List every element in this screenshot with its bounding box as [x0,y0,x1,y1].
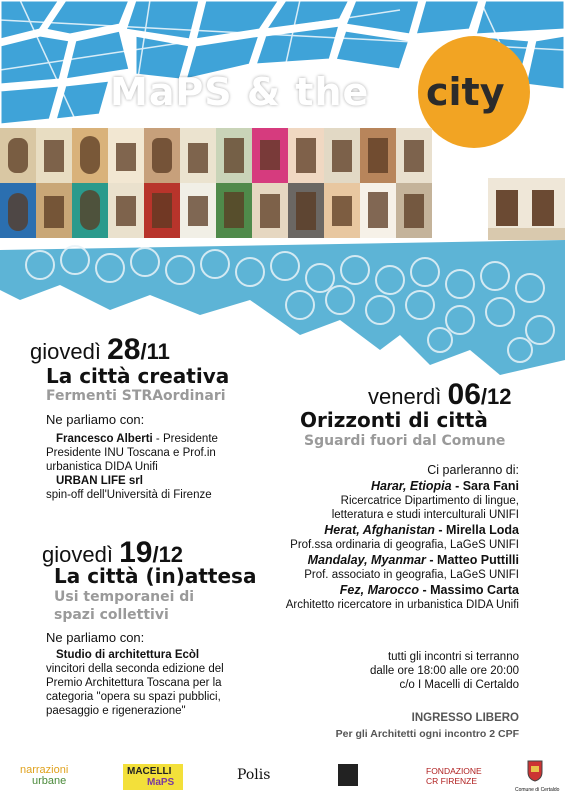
event3-talk1-name: - Sara Fani [451,479,519,493]
event3-talk4-place: Fez, Marocco [339,583,419,597]
event3-date [368,378,511,412]
event3-talk4-role: Architetto ricercatore in urbanistica DIDA Unifi [285,599,519,611]
event2-speakers [46,648,306,718]
logo-comune-text: Comune di Certaldo [515,787,560,793]
event3-subtitle: Sguardi fuori dal Comune [304,433,506,449]
event3-talk3-place: Mandalay, Myanmar [307,553,426,567]
logo-narrazioni-text-b: urbane [32,775,67,787]
cpf-note: Per gli Architetti ogni incontro 2 CPF [335,728,519,740]
logo-macelli-maps [123,764,183,790]
event3-talk2-name: - Mirella Loda [434,523,519,537]
event3-talk3-name: - Matteo Puttilli [425,553,519,567]
facade-photo-right [488,178,565,240]
event3-talk2-role: Prof.ssa ordinaria di geografia, LaGeS UNIFI [290,539,519,551]
event1-title: La città creativa [46,364,230,388]
info-line1: tutti gli incontri si terranno [387,651,519,663]
event2-subtitle [54,588,194,624]
event2-speaker1-role-b: Premio Architettura Toscana per la [46,677,222,689]
event1-day: 28 [107,333,141,366]
venue-info [330,650,519,692]
event3-talk1-place: Harar, Etiopia [371,479,452,493]
logo-maps-text: MaPS [147,777,175,788]
event2-speaker1: Studio di architettura Ecòl [56,649,200,661]
logo-narrazioni-text-a: narrazioni [20,764,69,776]
logo-narrazioni-urbane [20,765,100,787]
info-line2: dalle ore 18:00 alle ore 20:00 [370,665,519,677]
logo-comune-certaldo [515,760,560,793]
event2-subtitle-a: Usi temporanei di [54,589,195,605]
event3-weekday: venerdì [368,384,442,409]
logo-macelli-text: MACELLI [127,766,172,777]
event3-talks [280,462,519,612]
event-title: MaPS & the [110,70,370,114]
event1-speaker1-role-c: urbanistica DIDA Unifi [46,461,158,473]
event1-subtitle: Fermenti STRAordinari [46,388,226,404]
event2-day: 19 [119,536,153,569]
event3-day: 06 [447,378,481,411]
event3-talk2-place: Herat, Afghanistan [324,523,435,537]
logo-architetti-icon [338,764,358,786]
event1-intro: Ne parliamo con: [46,412,145,427]
event2-speaker1-role-a: vincitori della seconda edizione del [46,663,224,675]
event3-month: /12 [480,384,512,409]
event1-speaker1: Francesco Alberti [56,433,153,445]
event-title-city: city [426,70,505,114]
event2-title: La città (in)attesa [54,564,257,588]
logo-polis [213,767,283,783]
event2-weekday: giovedì [42,542,113,567]
event1-speaker2-role: spin-off dell'Università di Firenze [46,489,212,501]
event2-intro: Ne parliamo con: [46,630,145,645]
event3-talk4-name: - Massimo Carta [418,583,519,597]
event3-intro: Ci parleranno di: [427,463,519,477]
info-line3: c/o I Macelli di Certaldo [399,679,519,691]
facades-photo-strip [0,128,432,238]
event1-date [30,333,170,367]
event3-talk3-role: Prof. associato in geografia, LaGeS UNIFI [304,569,519,581]
event2-subtitle-b: spazi collettivi [54,607,169,623]
free-entry: INGRESSO LIBERO [411,712,519,724]
event2-speaker1-role-c: categoria "opera su spazi pubblici, [46,691,221,703]
event3-talk1-role-b: letteratura e studi interculturali UNIFI [331,509,519,521]
event3-title: Orizzonti di città [300,408,488,432]
logo-polis-text: Polis [237,767,271,783]
event2-speaker1-role-d: paesaggio e rigenerazione" [46,705,186,717]
event3-talk1-role-a: Ricercatrice Dipartimento di lingue, [340,495,519,507]
logo-fondazione-text-a: FONDAZIONE [426,766,482,776]
coat-of-arms-icon [527,760,543,782]
event1-speakers [46,432,306,502]
logo-fondazione-text-b: CR FIRENZE [426,776,477,786]
logo-fondazione-cr-firenze [410,766,490,786]
event2-month: /12 [152,542,184,567]
event1-month: /11 [140,339,170,364]
event1-speaker2: URBAN LIFE srl [56,475,143,487]
event1-speaker1-role-a: - Presidente [152,433,218,445]
event1-weekday: giovedì [30,339,101,364]
event1-speaker1-role-b: Presidente INU Toscana e Prof.in [46,447,216,459]
